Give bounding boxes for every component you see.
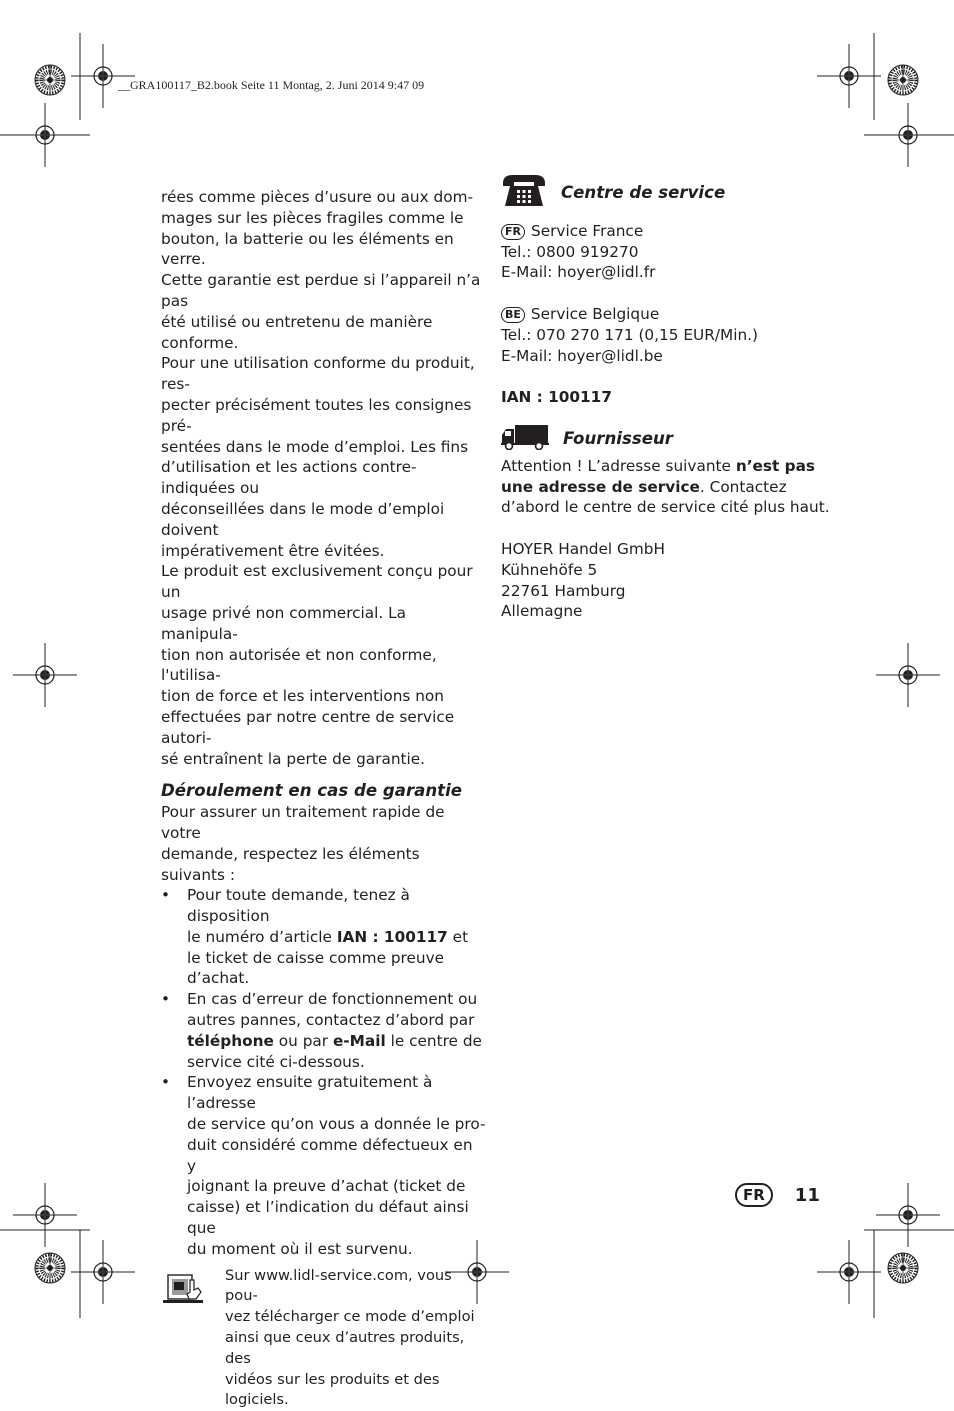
- bullet-icon: •: [161, 990, 171, 1009]
- text-line: service cité ci-dessous.: [187, 1052, 365, 1071]
- email-keyword: e-Mail: [332, 1031, 386, 1050]
- address-line: Allemagne: [501, 602, 583, 621]
- text-line: sentées dans le mode d’emploi. Les fins: [161, 437, 469, 456]
- file-slug: __GRA100117_B2.book Seite 11 Montag, 2. Juni 2014 9:47 09: [118, 78, 425, 92]
- page-footer: [735, 1183, 820, 1207]
- left-column: [161, 187, 486, 1411]
- text-line: [501, 477, 841, 498]
- service-belgium: [501, 304, 841, 366]
- text-line: impérativement être évitées.: [161, 541, 385, 560]
- text-line: vidéos sur les produits et des logiciels.: [225, 1370, 440, 1409]
- phone-number: Tel.: 070 270 171 (0,15 EUR/Min.): [501, 325, 758, 344]
- email-address: E-Mail: hoyer@lidl.be: [501, 346, 663, 365]
- ian-number: IAN : 100117: [501, 388, 612, 407]
- text-line: ainsi que ceux d’autres produits, des: [225, 1329, 465, 1367]
- text-line: Le produit est exclusivement conçu pour un: [161, 562, 473, 602]
- phone-number: Tel.: 0800 919270: [501, 242, 639, 261]
- text-line: tion non autorisée et non conforme, l'utilisa-: [161, 645, 437, 685]
- text-line: demande, respectez les éléments suivants :: [161, 844, 420, 884]
- text-line: [501, 304, 841, 325]
- text-line: été utilisé ou entretenu de manière conforme.: [161, 312, 433, 352]
- service-name: Service Belgique: [530, 304, 660, 323]
- text-line: d’utilisation et les actions contre-indiquées ou: [161, 458, 417, 498]
- text-line: joignant la preuve d’achat (ticket de: [187, 1177, 466, 1196]
- text-line: le centre de: [385, 1031, 482, 1050]
- text-line: ou par: [273, 1031, 333, 1050]
- right-column: [501, 182, 841, 622]
- address-line: 22761 Hamburg: [501, 581, 626, 600]
- telephone-icon: [501, 173, 547, 213]
- section-heading-supplier: Fournisseur: [563, 429, 673, 449]
- supplier-address: [501, 539, 841, 622]
- list-item: [161, 885, 486, 989]
- supplier-header: [501, 424, 841, 456]
- text-line: duit considéré comme défectueux en y: [187, 1135, 473, 1175]
- text-line: usage privé non commercial. La manipula-: [161, 603, 407, 643]
- bullet-icon: •: [161, 1073, 171, 1092]
- text-line: déconseillées dans le mode d’emploi doivent: [161, 499, 445, 539]
- section-heading-service-center: Centre de service: [561, 182, 726, 202]
- email-address: E-Mail: hoyer@lidl.fr: [501, 263, 656, 282]
- text-line: . Contactez: [699, 477, 787, 496]
- page-number: 11: [794, 1184, 820, 1206]
- language-badge: FR: [735, 1183, 773, 1207]
- truck-icon: [501, 424, 549, 456]
- country-badge-fr: FR: [501, 224, 525, 240]
- service-center-header: [501, 173, 841, 213]
- text-line: sé entraînent la perte de garantie.: [161, 749, 426, 768]
- download-manual-icon: [163, 1270, 207, 1306]
- text-line: pecter précisément toutes les consignes pré-: [161, 395, 472, 435]
- text-line: rées comme pièces d’usure ou aux dom-: [161, 188, 474, 206]
- text-line: de service qu’on vous a donnée le pro-: [187, 1115, 486, 1134]
- service-france: [501, 221, 841, 283]
- phone-keyword: téléphone: [187, 1031, 274, 1050]
- address-line: HOYER Handel GmbH: [501, 539, 665, 558]
- text-line: Pour une utilisation conforme du produit, res-: [161, 354, 475, 394]
- bullet-icon: •: [161, 886, 171, 905]
- list-item: [161, 989, 486, 1072]
- text-line: d’abord le centre de service cité plus haut.: [501, 498, 830, 517]
- text-line: d’achat.: [187, 969, 250, 988]
- text-line: bouton, la batterie ou les éléments en verre.: [161, 229, 454, 269]
- text-line: du moment où il est survenu.: [187, 1239, 413, 1258]
- emphasis: une adresse de service: [501, 477, 700, 496]
- text-line: le numéro d’article: [187, 927, 337, 946]
- text-line: Envoyez ensuite gratuitement à l’adresse: [187, 1073, 433, 1113]
- text-line: Attention ! L’adresse suivante: [501, 456, 736, 475]
- text-line: [501, 456, 841, 477]
- ian-number: IAN : 100117: [336, 927, 448, 946]
- text-line: Pour toute demande, tenez à disposition: [187, 886, 410, 926]
- text-line: mages sur les pièces fragiles comme le: [161, 208, 464, 227]
- list-item: [161, 1072, 486, 1259]
- text-line: autres pannes, contactez d’abord par: [187, 1011, 475, 1030]
- download-note: [161, 1266, 486, 1411]
- text-line: effectuées par notre centre de service autori-: [161, 707, 455, 747]
- warranty-intro: [161, 187, 486, 769]
- text-line: caisse) et l’indication du défaut ainsi que: [187, 1198, 469, 1238]
- text-line: vez télécharger ce mode d’emploi: [225, 1308, 475, 1326]
- section-heading-warranty-process: Déroulement en cas de garantie: [161, 781, 463, 801]
- text-line: le ticket de caisse comme preuve: [187, 948, 445, 967]
- text-line: [501, 221, 841, 242]
- address-line: Kühnehöfe 5: [501, 560, 598, 579]
- text-line: tion de force et les interventions non: [161, 687, 444, 706]
- text-line: Sur www.lidl-service.com, vous pou-: [225, 1266, 452, 1305]
- text-line: En cas d’erreur de fonctionnement ou: [187, 990, 478, 1009]
- text-line: Cette garantie est perdue si l’appareil n’a pas: [161, 271, 481, 310]
- text-line: Pour assurer un traitement rapide de votre: [161, 803, 445, 842]
- emphasis: n’est pas: [735, 456, 816, 475]
- bullet-list: [161, 885, 486, 1259]
- text-line: et: [447, 927, 469, 946]
- service-name: Service France: [530, 221, 644, 240]
- country-badge-be: BE: [501, 307, 525, 323]
